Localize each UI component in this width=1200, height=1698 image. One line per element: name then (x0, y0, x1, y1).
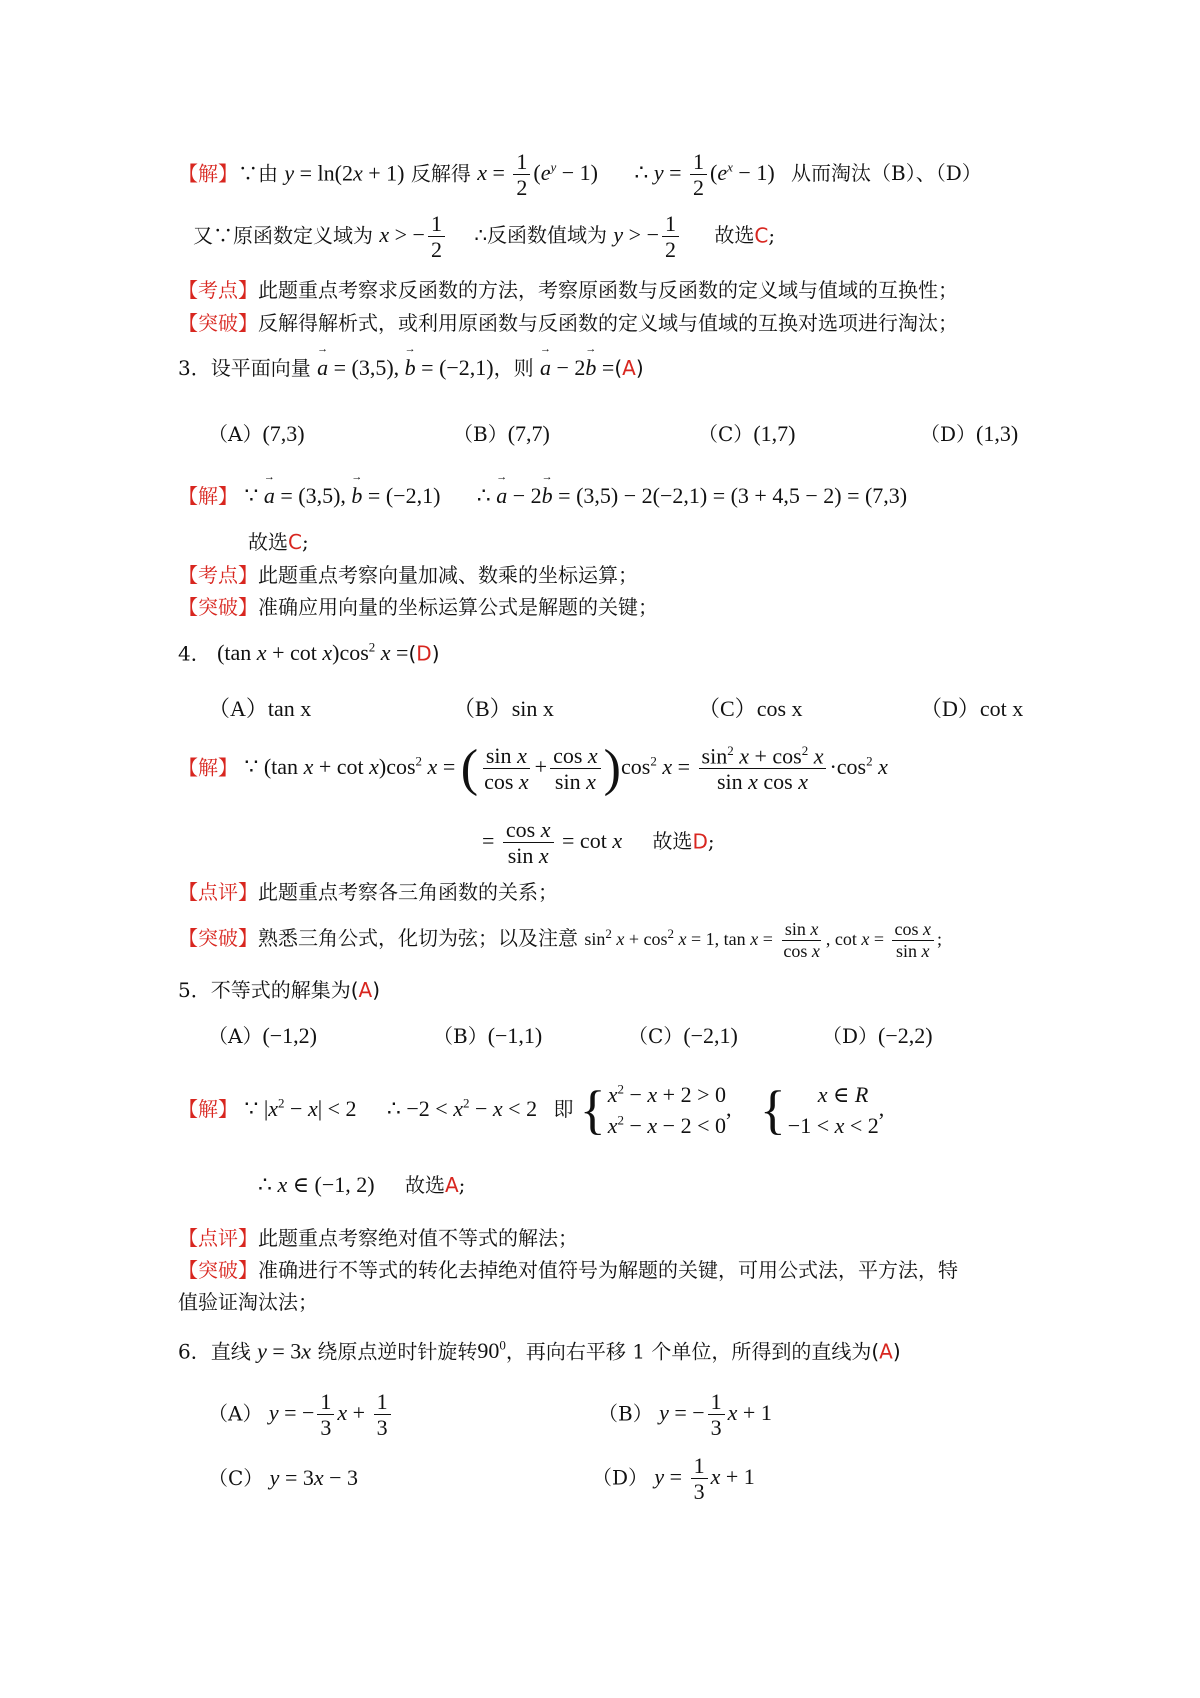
solution-label: 【解】 (178, 161, 238, 186)
option-label: （B） (598, 1401, 653, 1426)
option-value: (−1,1) (487, 1023, 543, 1048)
option-value: (1,3) (976, 421, 1019, 446)
q5-option-a (208, 1020, 317, 1049)
tupo-label: 【突破】 (178, 1258, 258, 1282)
q3-stem-mid: ，则 (493, 356, 534, 380)
q5-sol-result: ∴ x ∈ (−1, 2) (258, 1172, 375, 1197)
option-value: (1,7) (753, 421, 796, 446)
q6-line-equation: y = 3x (257, 1338, 312, 1364)
q2-solution-line-2 (193, 212, 775, 262)
q4-dianping-text: 此题重点考察各三角函数的关系； (258, 880, 558, 904)
q3-tupo-text: 准确应用向量的坐标运算公式是解题的关键； (258, 595, 658, 619)
q6-option-b (598, 1390, 772, 1440)
dianping-label: 【点评】 (178, 1226, 258, 1250)
q5-answer: A (358, 978, 373, 1002)
option-label: （C） (208, 1466, 264, 1490)
q4-sol-result: = $\frac{\text{cos x}}{\text{sin x}}$ = cot x (482, 817, 623, 869)
option-label: （C） (628, 1024, 684, 1048)
q2-tupo-text: 反解得解析式，或利用原函数与反函数的定义域与值域的互换对选项进行淘汰； (258, 311, 958, 335)
q6-stem-1: 直线 (210, 1339, 251, 1364)
q2-sol2-tail: 故选 (714, 223, 755, 248)
q3-kaodian (178, 563, 638, 587)
q5-system-2: { x ∈ R −1 < x < 2 (759, 1080, 879, 1140)
option-value: sin x (511, 696, 554, 721)
q5-system-1: { $x^2 - x + 2 > 0$ $x^2 - x - 2 < 0$ (579, 1080, 726, 1140)
q2-answer: C (754, 223, 769, 248)
q3-sol-answer: C (288, 530, 302, 554)
q5-solution-line-1: 【解】 ∵ $|x^2 - x| < 2$ ∴ $-2 < x^2 - x < 2$ 即 { $x^2 - x + 2 > 0$ $x^2 - x - 2 < 0$ , { x ∈ R −1 < x < 2 , (178, 1078, 884, 1143)
solution-label: 【解】 (178, 755, 238, 780)
q4-sol-expression: ∵ (tan $x + \cot x)\cos^2$ x = ( $\frac{\text{sin x}}{\text{cos x}}$ + $\frac{\text{cos x}}{\text{sin x}}$ )$\cos^2$ x = $\frac{\sin^2 x + \cos^2 x}{\text{sin x cos x}}$ $\cdot\cos^2$ x (244, 740, 888, 797)
q6-stem-2: 绕原点逆时针旋转 (317, 1339, 478, 1364)
q4-option-c (698, 692, 803, 723)
q3-stem: 3．设平面向量 → a = (3,5), → b = (−2,1)，则 → a − 2→ b =(A) (178, 355, 644, 381)
q5-tupo-text-1: 准确进行不等式的转化去掉绝对值符号为解题的关键，可用公式法，平方法，特 (258, 1258, 958, 1282)
q2-kaodian (178, 278, 958, 302)
q2-domain: x > − $\frac{1}{2}$ (379, 222, 448, 247)
semicolon: ; (707, 829, 715, 854)
option-value: (7,7) (507, 421, 550, 446)
q5-tupo-line-2 (178, 1290, 318, 1314)
option-label: （A） (208, 422, 263, 446)
q5-dianping-text: 此题重点考察绝对值不等式的解法； (258, 1226, 578, 1250)
q3-answer: A (622, 356, 636, 380)
semicolon: ; (768, 223, 776, 248)
q5-tupo-line-1 (178, 1258, 958, 1282)
tupo-label: 【突破】 (178, 925, 258, 950)
q5-stem: 5．不等式的解集为(A) (178, 978, 381, 1002)
q4-option-b (453, 692, 554, 723)
option-label: （C） (698, 696, 757, 721)
q4-solution-line-1 (178, 738, 888, 800)
option-value: (−2,2) (878, 1023, 933, 1048)
option-label: （B） (433, 1024, 488, 1048)
q4-sol-choice: 故选 (652, 829, 693, 854)
q2-tupo (178, 311, 958, 335)
q5-sol-ji: 即 (553, 1096, 574, 1121)
option-value: (−2,1) (683, 1023, 738, 1048)
option-value: y = − $\frac{1}{3}$ x + $\frac{1}{3}$ (269, 1400, 394, 1425)
option-label: （B） (453, 696, 512, 721)
q2-formula-result: ∴ y = $\frac{1}{2}$ $(e^x - 1)$ (634, 149, 775, 201)
option-label: （B） (453, 422, 508, 446)
option-label: （A） (208, 1024, 263, 1048)
q6-stem: 6．直线 y = 3x 绕原点逆时针旋转$90^0$，再向右平移 1 个单位，所得到的直线为(A) (178, 1338, 901, 1364)
q2-sol-inv: 反解得 (410, 161, 471, 186)
q4-option-d (920, 692, 1023, 723)
q5-tupo-text-2: 值验证淘汰法； (178, 1290, 318, 1314)
option-value: y = $\frac{1}{3}$ x + 1 (654, 1453, 755, 1505)
q3-option-a (208, 418, 305, 447)
kaodian-label: 【考点】 (178, 563, 258, 587)
q2-kaodian-text: 此题重点考察求反函数的方法，考察原函数与反函数的定义域与值域的互换性； (258, 278, 958, 302)
q5-solution-line-2 (258, 1172, 465, 1198)
q2-solution-line-1 (178, 150, 982, 200)
q6-answer: A (879, 1339, 893, 1364)
q3-number: 3． (178, 356, 211, 380)
q4-identities: $\sin^2 x + \cos^2 x = 1$, tan x = $\frac{\text{sin x}}{\text{cos x}}$ , cot x = $\frac{\text{cos x}}{\text{sin x}}$ ; (584, 919, 943, 961)
q5-option-c (628, 1020, 738, 1049)
q4-solution-line-2 (482, 818, 715, 868)
q3-tupo (178, 595, 658, 619)
q5-stem-text: 不等式的解集为 (210, 978, 351, 1002)
q5-option-d (822, 1020, 933, 1049)
q2-sol-intro: ∵由 (238, 161, 278, 186)
option-label: （A） (208, 1401, 263, 1426)
option-value: y = 3x − 3 (269, 1465, 359, 1490)
q4-stem: 4． (tan $x + \cot x)\cos^2$ x =(D) (178, 640, 440, 666)
q3-option-c (698, 418, 795, 447)
semicolon: ; (301, 530, 309, 554)
q2-sol2-pre: 又∵原函数定义域为 (193, 223, 373, 248)
q6-stem-3: ，再向右平移 1 个单位，所得到的直线为 (505, 1339, 872, 1364)
option-value: (7,3) (262, 421, 305, 446)
q6-option-d (592, 1454, 755, 1504)
semicolon: ; (458, 1173, 466, 1197)
q3-option-d (920, 418, 1018, 447)
q4-option-a (208, 692, 311, 723)
q3-stem-text: 设平面向量 (210, 356, 311, 380)
option-value: cot x (979, 696, 1024, 721)
q4-sol-answer: D (692, 829, 708, 854)
option-value: y = − $\frac{1}{3}$ x + 1 (659, 1389, 772, 1441)
q4-number: 4． (178, 641, 211, 666)
tupo-label: 【突破】 (178, 595, 258, 619)
q4-tupo-text: 熟悉三角公式，化切为弦；以及注意 (258, 925, 578, 950)
dianping-label: 【点评】 (178, 880, 258, 904)
option-label: （A） (208, 696, 268, 721)
q2-sol2-mid: ∴反函数值域为 (474, 223, 608, 248)
q3-kaodian-text: 此题重点考察向量加减、数乘的坐标运算； (258, 563, 638, 587)
option-value: tan x (267, 696, 312, 721)
option-label: （C） (698, 422, 754, 446)
option-label: （D） (920, 422, 977, 446)
option-label: （D） (822, 1024, 879, 1048)
q3-solution-line-2 (248, 530, 309, 554)
q5-option-b (433, 1020, 542, 1049)
q5-number: 5． (178, 978, 211, 1002)
q5-sol-answer: A (444, 1173, 459, 1197)
q4-tupo (178, 920, 942, 961)
q6-option-a (208, 1390, 394, 1440)
q2-sol-tail: 从而淘汰（B）、（D） (791, 161, 982, 186)
q6-angle: $90^0$ (477, 1338, 506, 1364)
q3-sol-given: ∵ → a = (3,5), → b = (−2,1) (244, 483, 440, 508)
option-label: （D） (592, 1465, 649, 1490)
q2-formula-original: y = ln(2x + 1) (284, 160, 405, 186)
q2-range: y > − $\frac{1}{2}$ (613, 222, 682, 247)
q4-dianping (178, 880, 558, 904)
q5-sol-choice: 故选 (404, 1173, 445, 1197)
q3-option-b (453, 418, 550, 447)
q3-sol-choice: 故选 (248, 530, 288, 554)
q3-sol-calc: ∴ → a − 2→ b = (3,5) − 2(−2,1) = (3 + 4,5 − 2) = (7,3) (477, 483, 907, 508)
q6-option-c (208, 1462, 358, 1491)
kaodian-label: 【考点】 (178, 278, 258, 302)
q5-sol-given: ∵ $|x^2 - x| < 2$ (244, 1095, 357, 1121)
option-label: （D） (920, 696, 980, 721)
q5-dianping (178, 1226, 578, 1250)
q3-solution-line-1 (178, 483, 907, 509)
q3-expression: → a − 2→ b = (540, 355, 614, 380)
solution-label: 【解】 (178, 1096, 238, 1121)
option-value: (−1,2) (262, 1023, 318, 1048)
q4-answer: D (416, 641, 432, 666)
q4-expression: (tan $x + \cot x)\cos^2$ x = (217, 640, 409, 666)
q6-number: 6． (178, 1339, 211, 1364)
option-value: cos x (756, 696, 803, 721)
tupo-label: 【突破】 (178, 311, 258, 335)
q5-sol-step: ∴ $-2 < x^2 - x < 2$ (386, 1095, 538, 1121)
q2-formula-inverse: x = $\frac{1}{2}$ $(e^y - 1)$ (477, 149, 598, 201)
q3-vectors: → a = (3,5), → b = (−2,1) (317, 355, 494, 380)
solution-label: 【解】 (178, 484, 238, 508)
